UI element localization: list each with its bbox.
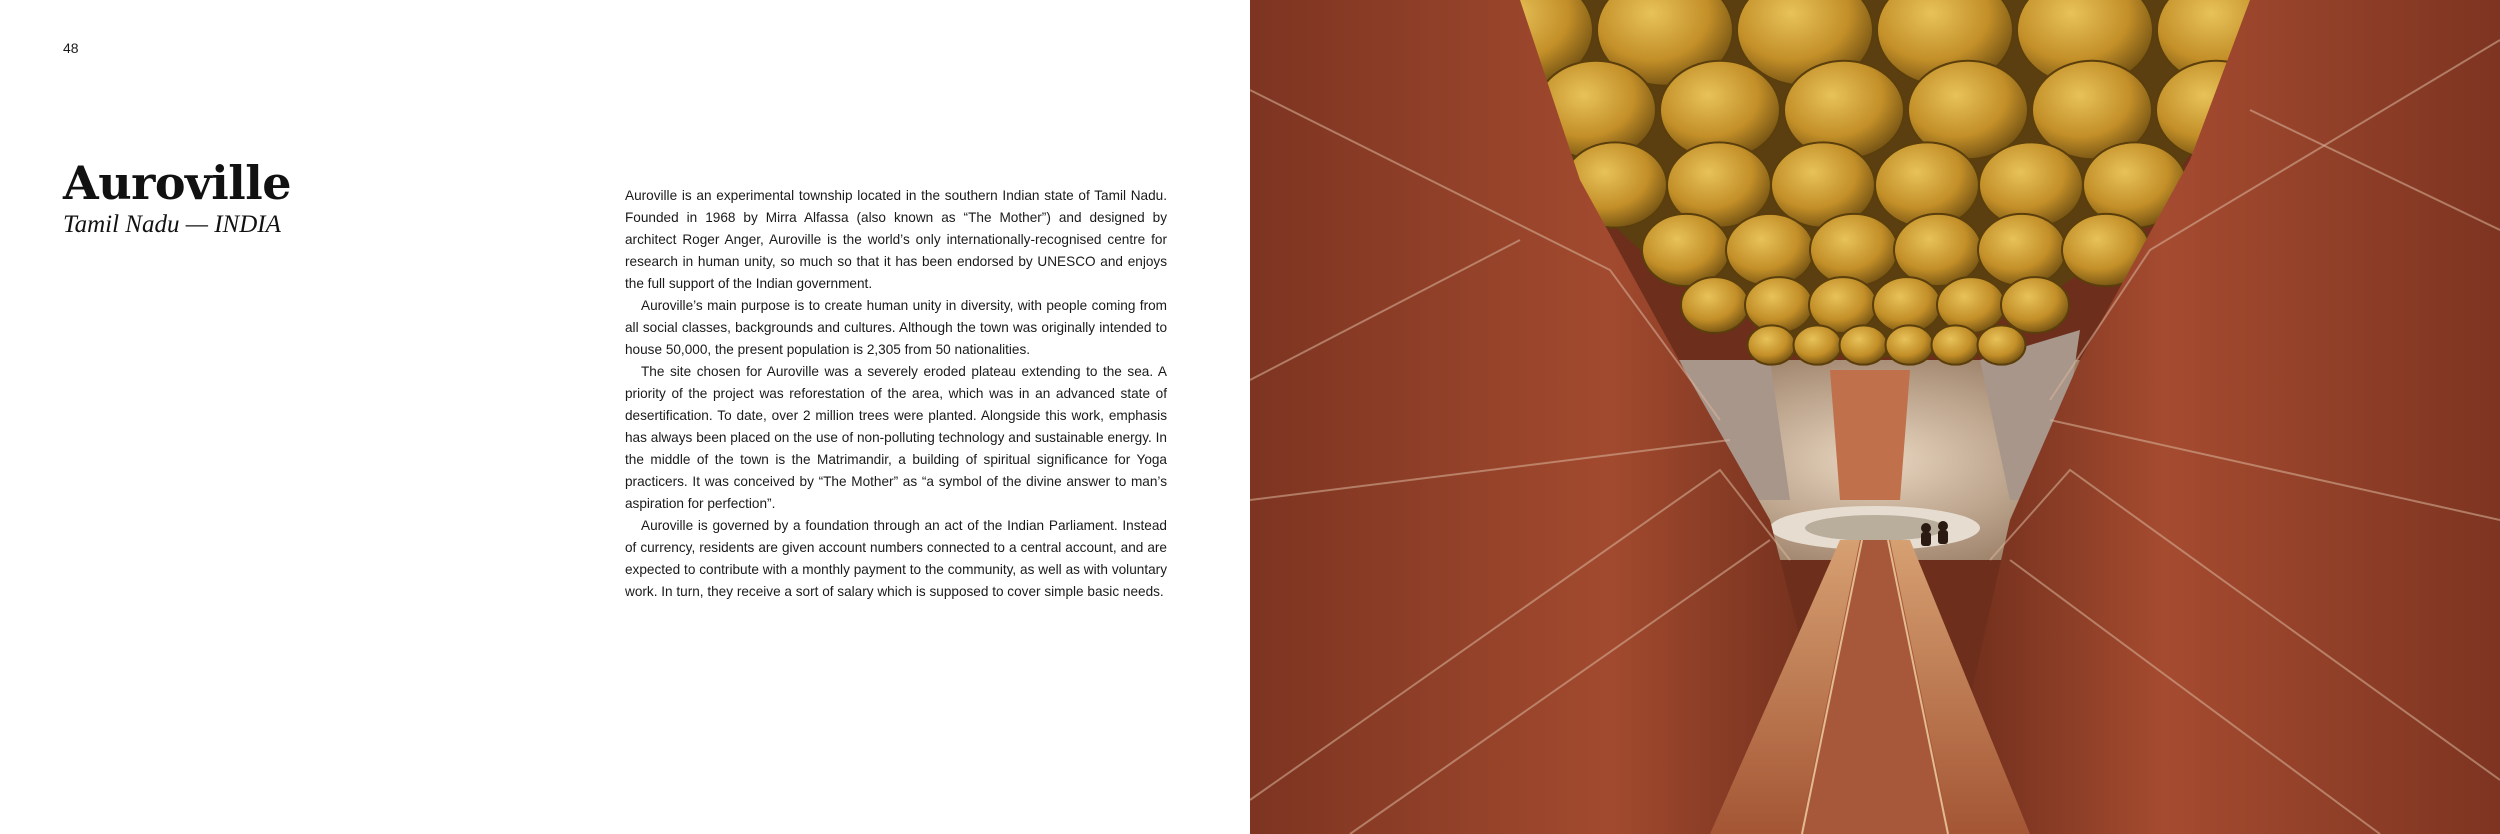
paragraph-4: Auroville is governed by a foundation through an act of the Indian Parliament. Instead of currency, residents are given account numbers connected to a central account, and are expected to contribute with a monthly payment to the community, as well as with voluntary work. In turn, they receive a sort of salary which is supposed to cover simple basic needs. <box>625 518 1167 599</box>
golden-disc <box>1840 325 1888 364</box>
golden-disc <box>1681 277 1749 333</box>
paragraph-2: Auroville’s main purpose is to create human unity in diversity, with people coming from all social classes, backgrounds and cultures. Although the town was originally intended to house 50,000, the present population is 2,305 from 50 nationalities. <box>625 298 1167 357</box>
seated-figure-1 <box>1921 523 1931 533</box>
golden-disc <box>1748 325 1796 364</box>
golden-disc <box>2001 277 2069 333</box>
golden-disc <box>1810 214 1898 286</box>
golden-disc <box>1894 214 1982 286</box>
page-title: Auroville <box>63 156 291 210</box>
golden-disc <box>1726 214 1814 286</box>
golden-disc <box>1642 214 1730 286</box>
matrimandir-photo <box>1250 0 2500 834</box>
seated-figure-2 <box>1938 521 1948 531</box>
golden-disc <box>1794 325 1842 364</box>
golden-disc <box>1978 325 2026 364</box>
golden-disc <box>1978 214 2066 286</box>
seated-figure-1-body <box>1921 532 1931 546</box>
golden-disc <box>1784 61 1904 159</box>
paragraph-3: The site chosen for Auroville was a severely eroded plateau extending to the sea. A priority of the project was reforestation of the area, which was in an advanced state of desertification. To date, over 2 million trees were planted. Alongside this work, emphasis has always been placed on the use of non-polluting technology and sustainable energy. In the middle of the town is the Matrimandir, a building of spiritual significance for Yoga practicers. It was conceived by “The Mother” as “a symbol of the divine answer to man’s aspiration for perfection”. <box>625 364 1167 511</box>
golden-disc <box>1937 277 2005 333</box>
golden-disc <box>1932 325 1980 364</box>
golden-disc <box>1886 325 1934 364</box>
title-block <box>63 156 291 240</box>
golden-disc <box>1745 277 1813 333</box>
seated-figure-2-body <box>1938 530 1948 544</box>
body-text <box>625 185 1167 603</box>
page-subtitle: Tamil Nadu — INDIA <box>63 211 281 238</box>
page-number: 48 <box>63 40 79 56</box>
paragraph-1: Auroville is an experimental township located in the southern Indian state of Tamil Nadu. Founded in 1968 by Mirra Alfassa (also known as “The Mother”) and designed by architect Roger Anger, Auroville is the world’s only internationally-recognised centre for research in human unity, so much so that it has been endorsed by UNESCO and enjoys the full support of the Indian government. <box>625 188 1167 291</box>
distant-ramp <box>1830 370 1910 500</box>
right-page-photo <box>1250 0 2500 834</box>
